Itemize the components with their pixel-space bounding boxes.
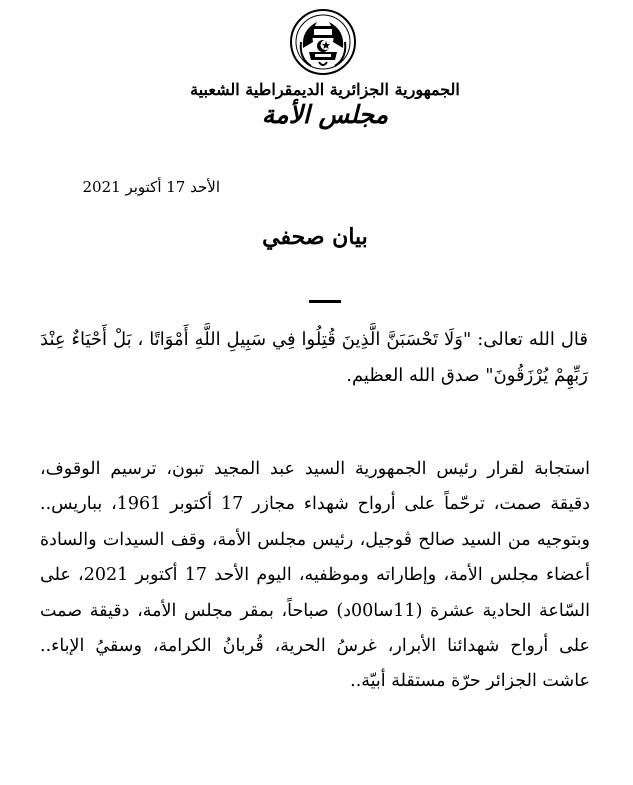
algeria-state-emblem-icon [289, 8, 357, 76]
statement-paragraph: استجابة لقرار رئيس الجمهورية السيد عبد المجيد تبون، ترسيم الوقوف، دقيقة صمت، ترحّماً على أرواح شهداء مجازر 17 أكتوبر 1961، بباريس.. وبتوجيه من السيد صالح ڤوجيل، رئيس مجلس الأمة، وقف السيدات والسادة أعضاء مجلس الأمة، وإطاراته وموظفيه، اليوم الأحد 17 أكتوبر 2021، على السّاعة الحادية عشرة (11سا00د) صباحاً، بمقر مجلس الأمة، دقيقة صمت على أرواح شهدائنا الأبرار، غرسُ الحرية، قُربانُ الكرامة، وسقيُ الإباء.. عاشت الجزائر حرّة مستقلة أبيّة.. [40, 459, 591, 692]
quran-verse-paragraph: قال الله تعالى: "وَلَا تَحْسَبَنَّ الَّذِينَ قُتِلُوا فِي سَبِيلِ اللَّهِ أَمْوَاتًا ، بَلْ أَحْيَاءٌ عِنْدَ رَبِّهِمْ يُرْزَقُونَ" صدق الله العظيم. [40, 329, 588, 386]
republic-name: الجمهورية الجزائرية الديمقراطية الشعبية [190, 80, 460, 99]
title-divider [309, 300, 341, 303]
council-name: مجلس الأمة [261, 100, 389, 129]
document-title: بيان صحفي [262, 224, 368, 250]
document-date: الأحد 17 أكتوبر 2021 [82, 178, 220, 196]
